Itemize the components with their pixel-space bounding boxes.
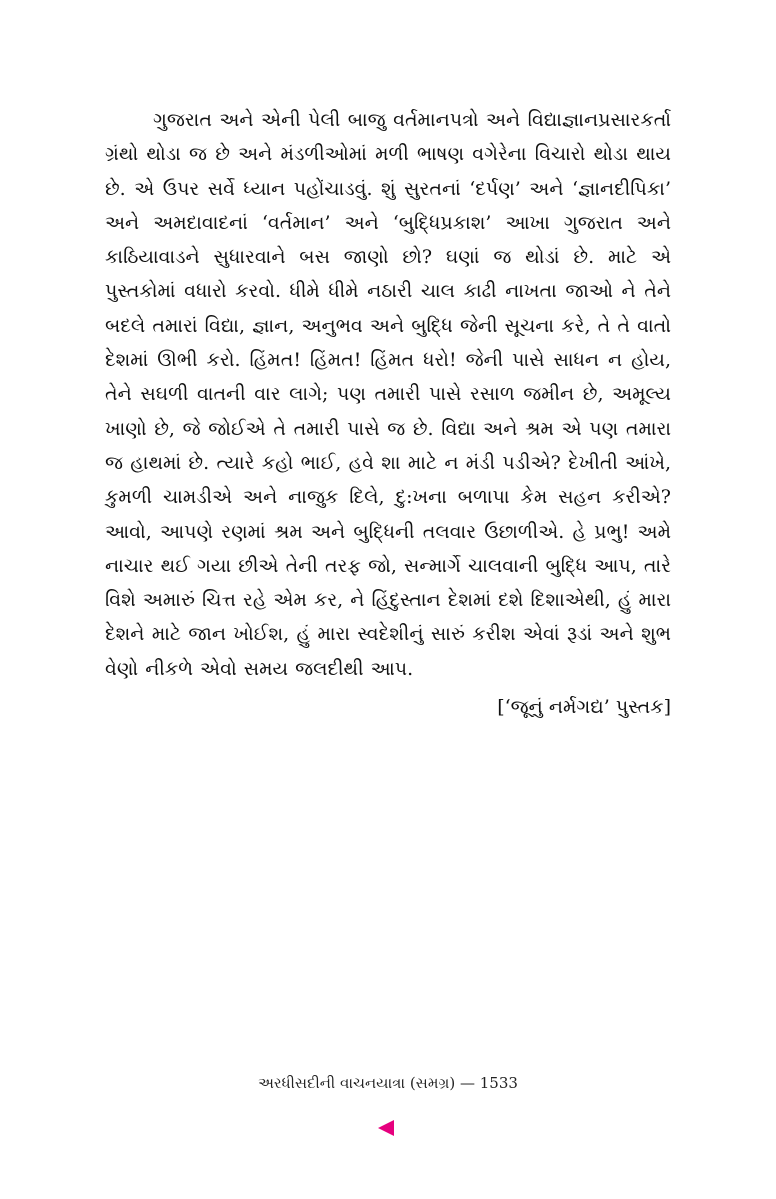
body-text: [105, 103, 671, 724]
main-paragraph: ગુજરાત અને એની પેલી બાજુ વર્તમાનપત્રો અને વિદ્યાજ્ઞાનપ્રસારકર્તા ગ્રંથો થોડા જ છે અને મંડળીઓમાં મળી ભાષણ વગેરેના વિચારો થોડા થાય છે. એ ઉપર સર્વે ધ્યાન પહોંચાડવું. શું સુરતનાં ‘દર્પણ’ અને ‘જ્ઞાનદીપિકા’ અને અમદાવાદનાં ‘વર્તમાન’ અને ‘બુદ્ધિપ્રકાશ’ આખા ગુજરાત અને કાઠિયાવાડને સુધારવાને બસ જાણો છો? ઘણાં જ થોડાં છે. માટે એ પુસ્તકોમાં વધારો કરવો. ધીમે ધીમે નઠારી ચાલ કાઢી નાખતા જાઓ ને તેને બદલે તમારાં વિદ્યા, જ્ઞાન, અનુભવ અને બુદ્ધિ જેની સૂચના કરે, તે તે વાતો દેશમાં ઊભી કરો. હિંમત! હિંમત! હિંમત ધરો! જેની પાસે સાધન ન હોય, તેને સઘળી વાતની વાર લાગે; પણ તમારી પાસે રસાળ જમીન છે, અમૂલ્ય ખાણો છે, જે જોઈએ તે તમારી પાસે જ છે. વિદ્યા અને શ્રમ એ પણ તમારા જ હાથમાં છે. ત્યારે કહો ભાઈ, હવે શા માટે ન મંડી પડીએ? દેખીતી આંખે, કુમળી ચામડીએ અને નાજુક દિલે, દુ:ખના બળાપા કેમ સહન કરીએ? આવો, આપણે રણમાં શ્રમ અને બુદ્ધિની તલવાર ઉછાળીએ. હે પ્રભુ! અમે નાચાર થઈ ગયા છીએ તેની તરફ જો, સન્માર્ગે ચાલવાની બુદ્ધિ આપ, તારે વિશે અમારું ચિત્ત રહે એમ કર, ને હિંદુસ્તાન દેશમાં દશે દિશાએથી, હું મારા દેશને માટે જાન ખોઈશ, હું મારા સ્વદેશીનું સારું કરીશ એવાં રૂડાં અને શુભ વેણો નીકળે એવો સમય જલદીથી આપ.: [105, 109, 671, 680]
previous-page-icon[interactable]: [378, 1120, 394, 1136]
source-citation: [‘જૂનું નર્મગદ્ય’ પુસ્તક]: [497, 696, 671, 719]
page-footer: અરધીસદીની વાચનયાત્રા (સમગ્ર) — 1533: [258, 1074, 518, 1092]
